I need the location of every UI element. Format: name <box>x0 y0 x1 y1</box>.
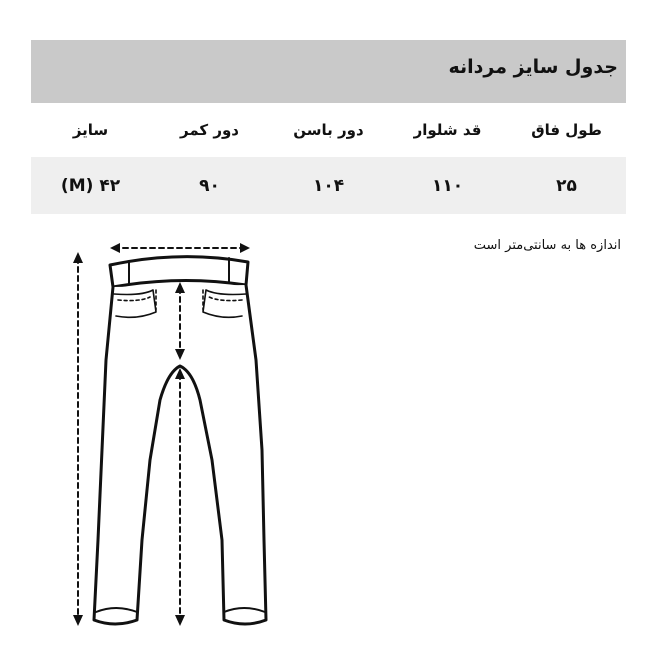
value-waist: ۹۰ <box>199 175 220 196</box>
title-bar <box>31 40 626 103</box>
header-hip: دور باسن <box>293 121 364 139</box>
value-rise: ۲۵ <box>556 175 577 196</box>
header-rise: طول فاق <box>531 121 602 139</box>
value-length: ۱۱۰ <box>431 175 464 196</box>
header-waist: دور کمر <box>180 121 239 139</box>
value-hip: ۱۰۴ <box>312 175 345 196</box>
header-size: سایز <box>72 121 109 139</box>
inseam-arrow-icon <box>175 368 185 626</box>
table-header-row <box>31 103 626 157</box>
header-length: قد شلوار <box>413 121 482 139</box>
pants-measurement-diagram-icon <box>60 236 290 636</box>
units-note: اندازه ها به سانتی‌متر است <box>473 238 621 253</box>
waist-arrow-icon <box>110 243 250 253</box>
length-arrow-icon <box>73 252 83 626</box>
table-row <box>31 157 626 214</box>
page-title: جدول سایز مردانه <box>448 56 618 78</box>
value-size: ۴۲ (M) <box>60 175 121 196</box>
